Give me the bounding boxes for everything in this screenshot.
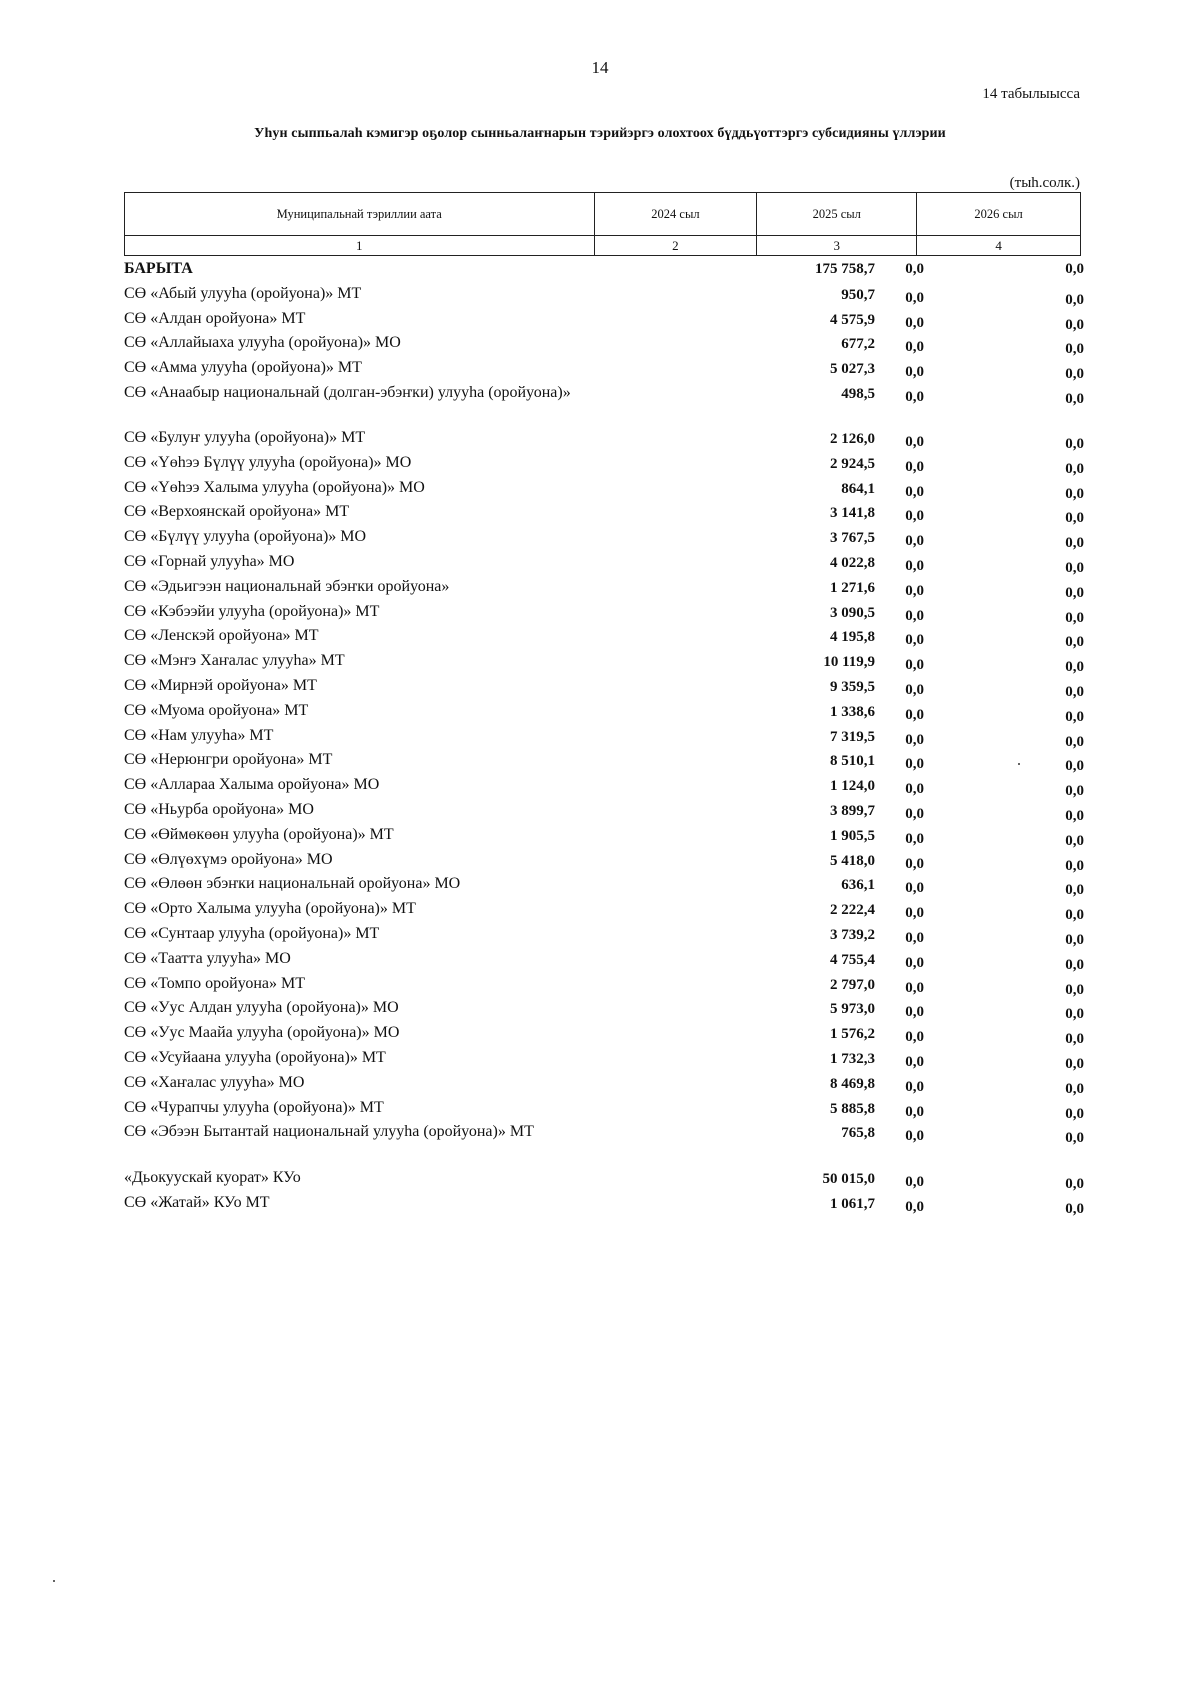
value-2024: 4 022,8 — [830, 554, 875, 571]
municipality-name: СӨ «Аллайыаха улууhа (оройуона)» МО — [124, 334, 401, 352]
value-2024: 2 222,4 — [830, 902, 875, 919]
value-2026: 0,0 — [1065, 1055, 1084, 1072]
value-2026: 0,0 — [1065, 460, 1084, 477]
table-row — [124, 874, 1084, 899]
value-2024: 8 510,1 — [830, 753, 875, 770]
value-2025: 0,0 — [905, 905, 924, 922]
value-2024: 4 195,8 — [830, 629, 875, 646]
value-2024: 677,2 — [841, 336, 875, 353]
municipality-name: СӨ «Жатай» КУо МТ — [124, 1193, 270, 1211]
table-row — [124, 577, 1084, 602]
total-label: БАРЫТА — [124, 260, 193, 277]
value-2025: 0,0 — [905, 706, 924, 723]
table-row — [124, 1048, 1084, 1073]
value-2026: 0,0 — [1065, 783, 1084, 800]
value-2026: 0,0 — [1065, 1006, 1084, 1023]
value-2026: 0,0 — [1065, 981, 1084, 998]
value-2024: 3 141,8 — [830, 505, 875, 522]
value-2026: 0,0 — [1065, 956, 1084, 973]
value-2025: 0,0 — [905, 929, 924, 946]
municipality-name: СӨ «Мирнэй оройуона» МТ — [124, 676, 317, 694]
value-2026: 0,0 — [1065, 882, 1084, 899]
table-row — [124, 775, 1084, 800]
municipality-name: СӨ «Муома оройуона» МТ — [124, 701, 309, 719]
value-2024: 3 767,5 — [830, 530, 875, 547]
table-row — [124, 309, 1084, 334]
column-number-3: 3 — [757, 236, 917, 256]
table-row — [124, 358, 1084, 383]
table-row — [124, 1168, 1084, 1193]
value-2024: 3 739,2 — [830, 926, 875, 943]
scan-speck — [53, 1580, 55, 1582]
total-2025: 0,0 — [905, 261, 924, 277]
value-2024: 9 359,5 — [830, 678, 875, 695]
value-2024: 636,1 — [841, 877, 875, 894]
municipality-name: СӨ «Алдан оройуона» МТ — [124, 309, 306, 327]
value-2026: 0,0 — [1065, 659, 1084, 676]
municipality-name: СӨ «Нам улууhа» МТ — [124, 726, 274, 744]
municipality-name: СӨ «Аллараа Халыма оройуона» МО — [124, 776, 380, 794]
header-2026: 2026 сыл — [917, 193, 1081, 236]
header-2024: 2024 сыл — [594, 193, 757, 236]
table-row — [124, 850, 1084, 875]
value-2025: 0,0 — [905, 458, 924, 475]
value-2024: 1 124,0 — [830, 778, 875, 795]
value-2024: 3 899,7 — [830, 802, 875, 819]
value-2024: 2 797,0 — [830, 976, 875, 993]
value-2026: 0,0 — [1065, 931, 1084, 948]
total-2024: 175 758,7 — [815, 261, 875, 277]
value-2025: 0,0 — [905, 830, 924, 847]
value-2024: 3 090,5 — [830, 604, 875, 621]
value-2025: 0,0 — [905, 1174, 924, 1191]
value-2025: 0,0 — [905, 805, 924, 822]
header-municipality: Муниципальнай тэриллии аата — [125, 193, 595, 236]
value-2026: 0,0 — [1065, 510, 1084, 527]
value-2025: 0,0 — [905, 289, 924, 306]
municipality-name: СӨ «Хаҥалас улууhа» МО — [124, 1073, 305, 1091]
value-2026: 0,0 — [1065, 535, 1084, 552]
value-2024: 1 338,6 — [830, 703, 875, 720]
table-row — [124, 428, 1084, 453]
table-row — [124, 1073, 1084, 1098]
value-2024: 1 576,2 — [830, 1026, 875, 1043]
total-row — [124, 259, 1084, 284]
scan-speck — [1018, 763, 1020, 765]
value-2024: 10 119,9 — [823, 654, 875, 671]
column-number-2: 2 — [594, 236, 757, 256]
page-number: 14 — [591, 58, 609, 77]
municipality-name: СӨ «Томпо оройуона» МТ — [124, 974, 306, 992]
value-2026: 0,0 — [1065, 316, 1084, 333]
municipality-name: СӨ «Уус Маайа улууhа (оройуона)» МО — [124, 1024, 400, 1042]
value-2024: 1 732,3 — [830, 1050, 875, 1067]
value-2025: 0,0 — [905, 388, 924, 405]
municipality-name: СӨ «Сунтаар улууhа (оройуона)» МТ — [124, 924, 380, 942]
municipality-name: СӨ «Ленскэй оройуона» МТ — [124, 627, 319, 645]
table-row — [124, 502, 1084, 527]
table-row — [124, 1193, 1084, 1218]
value-2026: 0,0 — [1065, 1130, 1084, 1147]
value-2026: 0,0 — [1065, 559, 1084, 576]
table-row — [124, 626, 1084, 651]
appendix-label: 14 табылыысса — [982, 86, 1080, 102]
value-2024: 1 271,6 — [830, 579, 875, 596]
table-row — [124, 974, 1084, 999]
municipality-name: СӨ «Абый улууhа (оройуона)» МТ — [124, 284, 362, 302]
value-2024: 5 418,0 — [830, 852, 875, 869]
municipality-name: СӨ «Таатта улууhа» МО — [124, 949, 291, 967]
value-2025: 0,0 — [905, 855, 924, 872]
value-2025: 0,0 — [905, 314, 924, 331]
value-2025: 0,0 — [905, 533, 924, 550]
value-2024: 5 027,3 — [830, 361, 875, 378]
value-2024: 4 755,4 — [830, 951, 875, 968]
column-number-4: 4 — [917, 236, 1081, 256]
value-2026: 0,0 — [1065, 634, 1084, 651]
column-number-1: 1 — [125, 236, 595, 256]
value-2026: 0,0 — [1065, 435, 1084, 452]
municipality-name: СӨ «Булуҥ улууhа (оройуона)» МТ — [124, 428, 366, 446]
table-row — [124, 651, 1084, 676]
value-2026: 0,0 — [1065, 390, 1084, 407]
table-row — [124, 949, 1084, 974]
value-2025: 0,0 — [905, 364, 924, 381]
value-2024: 4 575,9 — [830, 311, 875, 328]
value-2024: 1 905,5 — [830, 827, 875, 844]
municipality-name: СӨ «Кэбээйи улууhа (оройуона)» МТ — [124, 602, 380, 620]
table-row — [124, 924, 1084, 949]
municipality-name: СӨ «Үөhээ Бүлүү улууhа (оройуона)» МО — [124, 453, 412, 471]
municipality-name: СӨ «Горнай улууhа» МО — [124, 552, 295, 570]
value-2026: 0,0 — [1065, 1080, 1084, 1097]
value-2026: 0,0 — [1065, 1176, 1084, 1193]
table-row — [124, 750, 1084, 775]
municipality-name: СӨ «Үөhээ Халыма улууhа (оройуона)» МО — [124, 478, 425, 496]
municipality-name: СӨ «Амма улууhа (оройуона)» МТ — [124, 359, 362, 377]
value-2025: 0,0 — [905, 1053, 924, 1070]
table-row — [124, 333, 1084, 358]
value-2026: 0,0 — [1065, 366, 1084, 383]
value-2024: 2 126,0 — [830, 430, 875, 447]
value-2025: 0,0 — [905, 756, 924, 773]
table-row — [124, 899, 1084, 924]
value-2025: 0,0 — [905, 1029, 924, 1046]
municipality-name: «Дьокуускай куорат» КУо — [124, 1169, 301, 1187]
value-2025: 0,0 — [905, 433, 924, 450]
value-2026: 0,0 — [1065, 807, 1084, 824]
municipality-name: СӨ «Бүлүү улууhа (оройуона)» МО — [124, 528, 367, 546]
municipality-name: СӨ «Өймөкөөн улууhа (оройуона)» МТ — [124, 825, 394, 843]
municipality-name: СӨ «Мэҥэ Хаҥалас улууhа» МТ — [124, 652, 345, 670]
value-2025: 0,0 — [905, 954, 924, 971]
document-title: Уhун сыппьалаһ кэмигэр оҕолор сынньалаҥнарын тэрийэргэ олохтоох бүддьүоттэргэ субсидияны үллэрии — [254, 126, 946, 141]
total-2026: 0,0 — [1065, 261, 1084, 277]
value-2024: 5 973,0 — [830, 1001, 875, 1018]
table-body — [124, 259, 1084, 1218]
value-2024: 864,1 — [841, 480, 875, 497]
value-2026: 0,0 — [1065, 683, 1084, 700]
table-row — [124, 284, 1084, 309]
table-row — [124, 800, 1084, 825]
table-row — [124, 998, 1084, 1023]
value-2025: 0,0 — [905, 1198, 924, 1215]
value-2024: 8 469,8 — [830, 1075, 875, 1092]
municipality-name: СӨ «Өлүөхүмэ оройуона» МО — [124, 850, 333, 868]
value-2025: 0,0 — [905, 483, 924, 500]
value-2026: 0,0 — [1065, 1031, 1084, 1048]
header-2025: 2025 сыл — [757, 193, 917, 236]
value-2026: 0,0 — [1065, 1200, 1084, 1217]
value-2025: 0,0 — [905, 731, 924, 748]
table-row — [124, 825, 1084, 850]
value-2024: 765,8 — [841, 1125, 875, 1142]
value-2024: 2 924,5 — [830, 455, 875, 472]
municipality-name: СӨ «Анаабыр национальнай (долган-эбэҥки) улууhа (оройуона)» — [124, 383, 571, 401]
value-2025: 0,0 — [905, 339, 924, 356]
value-2026: 0,0 — [1065, 708, 1084, 725]
table-row — [124, 478, 1084, 503]
value-2024: 498,5 — [841, 385, 875, 402]
municipality-name: СӨ «Ньурба оройуона» МО — [124, 800, 314, 818]
value-2025: 0,0 — [905, 657, 924, 674]
value-2025: 0,0 — [905, 880, 924, 897]
value-2026: 0,0 — [1065, 609, 1084, 626]
municipality-name: СӨ «Усуйаана улууhа (оройуона)» МТ — [124, 1048, 386, 1066]
value-2025: 0,0 — [905, 1078, 924, 1095]
value-2025: 0,0 — [905, 781, 924, 798]
table-row — [124, 383, 1084, 428]
value-2026: 0,0 — [1065, 485, 1084, 502]
table-row — [124, 701, 1084, 726]
value-2025: 0,0 — [905, 979, 924, 996]
value-2025: 0,0 — [905, 681, 924, 698]
value-2025: 0,0 — [905, 1004, 924, 1021]
value-2025: 0,0 — [905, 582, 924, 599]
municipality-name: СӨ «Эдьигээн национальнай эбэҥки оройуона» — [124, 577, 450, 595]
value-2025: 0,0 — [905, 557, 924, 574]
value-2024: 7 319,5 — [830, 728, 875, 745]
value-2024: 5 885,8 — [830, 1100, 875, 1117]
value-2026: 0,0 — [1065, 1105, 1084, 1122]
value-2026: 0,0 — [1065, 341, 1084, 358]
table-row — [124, 726, 1084, 751]
table-row — [124, 453, 1084, 478]
municipality-name: СӨ «Эбээн Бытантай национальнай улууhа (оройуона)» МТ — [124, 1123, 534, 1141]
table-row — [124, 676, 1084, 701]
value-2025: 0,0 — [905, 1103, 924, 1120]
table-header — [124, 192, 1081, 256]
table-row — [124, 527, 1084, 552]
value-2025: 0,0 — [905, 632, 924, 649]
value-2025: 0,0 — [905, 607, 924, 624]
value-2026: 0,0 — [1065, 758, 1084, 775]
municipality-name: СӨ «Нерюнгри оройуона» МТ — [124, 751, 333, 769]
table-row — [124, 1098, 1084, 1123]
value-2024: 950,7 — [841, 286, 875, 303]
value-2026: 0,0 — [1065, 907, 1084, 924]
value-2025: 0,0 — [905, 1128, 924, 1145]
table-row — [124, 1122, 1084, 1147]
value-2026: 0,0 — [1065, 733, 1084, 750]
value-2025: 0,0 — [905, 508, 924, 525]
value-2026: 0,0 — [1065, 584, 1084, 601]
municipality-name: СӨ «Чурапчы улууhа (оройуона)» МТ — [124, 1098, 384, 1116]
municipality-name: СӨ «Орто Халыма улууhа (оройуона)» МТ — [124, 900, 416, 918]
table-row — [124, 552, 1084, 577]
value-2026: 0,0 — [1065, 832, 1084, 849]
value-2026: 0,0 — [1065, 291, 1084, 308]
column-number-row — [125, 236, 1081, 256]
municipality-name: СӨ «Өлөөн эбэҥки национальнай оройуона» МО — [124, 875, 461, 893]
header-row — [125, 193, 1081, 236]
municipality-name: СӨ «Верхоянскай оройуона» МТ — [124, 503, 350, 521]
table-row — [124, 1023, 1084, 1048]
value-2024: 1 061,7 — [830, 1195, 875, 1212]
value-2024: 50 015,0 — [822, 1171, 875, 1188]
table-row — [124, 602, 1084, 627]
value-2026: 0,0 — [1065, 857, 1084, 874]
municipality-name: СӨ «Уус Алдан улууhа (оройуона)» МО — [124, 999, 399, 1017]
unit-label: (тыh.солк.) — [1009, 175, 1080, 191]
